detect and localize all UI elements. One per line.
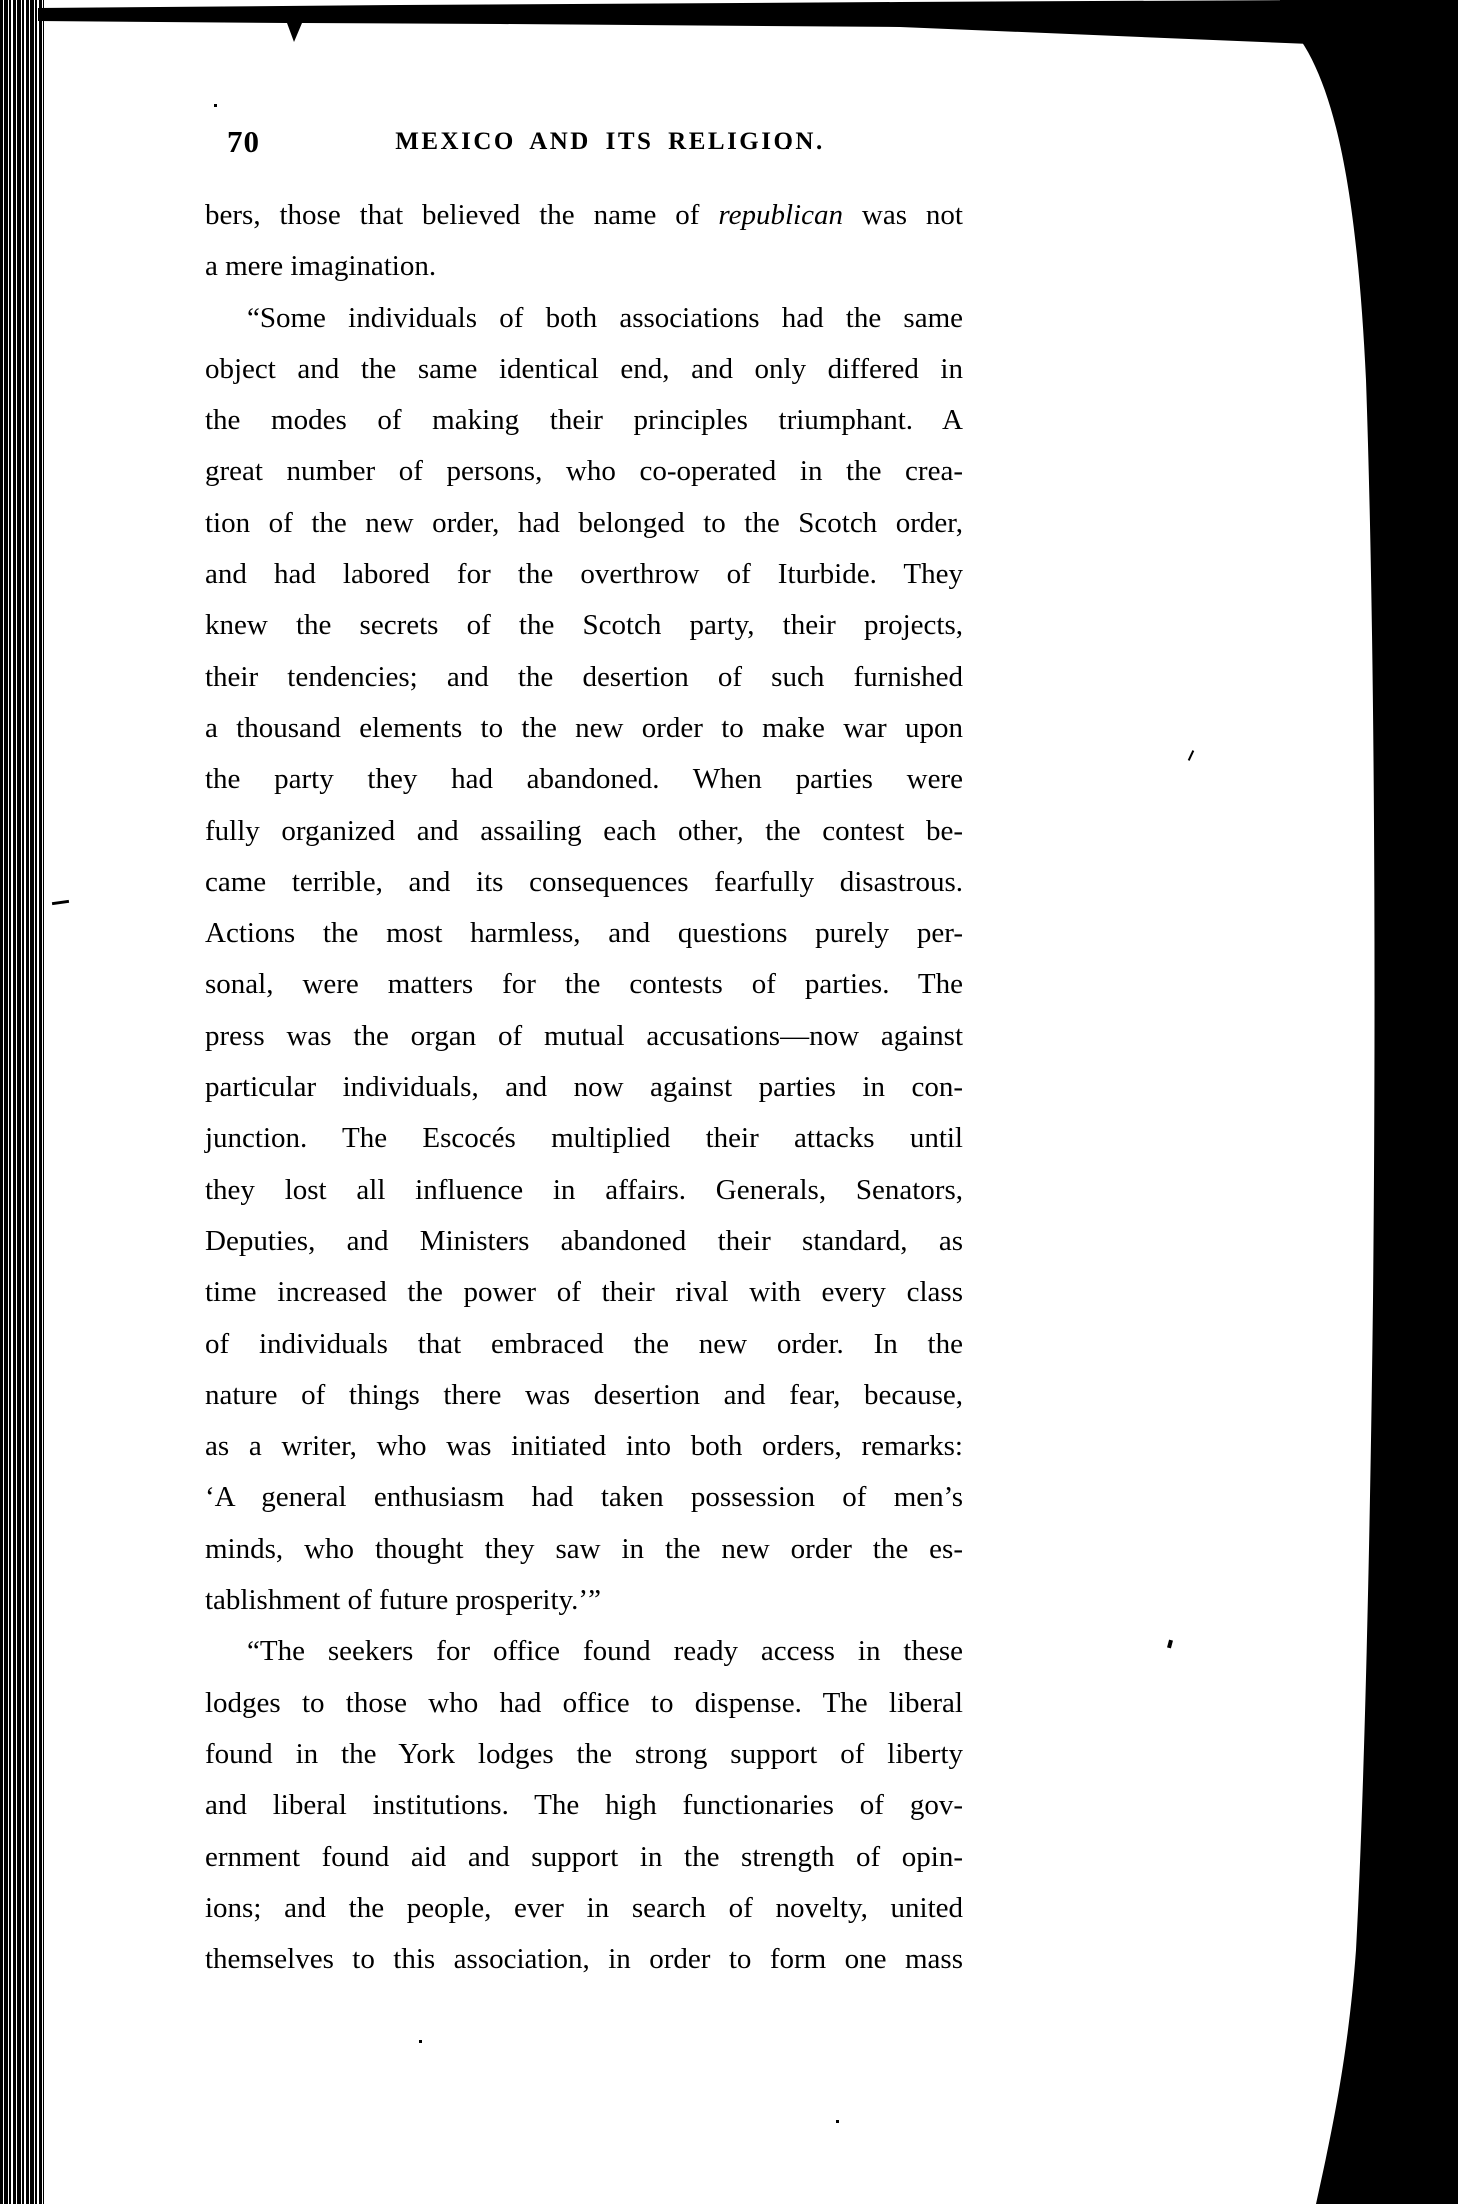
text-line — [205, 652, 963, 703]
speck-artifact — [1167, 1640, 1173, 1649]
text-segment: “The seekers for office found ready access in these — [247, 1635, 963, 1668]
text-line — [205, 190, 963, 241]
text-segment: as a writer, who was initiated into both orders, remarks: — [205, 1430, 963, 1463]
text-line — [205, 1780, 963, 1831]
text-segment: tion of the new order, had belonged to the Scotch order, — [205, 506, 963, 539]
text-line — [205, 395, 963, 446]
text-line — [205, 1575, 963, 1626]
text-line — [205, 806, 963, 857]
text-segment: was not — [842, 199, 963, 231]
text-line — [205, 703, 963, 754]
text-segment: bers, those that believed the name of — [205, 199, 719, 231]
text-segment: “Some individuals of both associations had the same — [247, 301, 963, 334]
text-segment: time increased the power of their rival with every class — [205, 1276, 963, 1309]
text-line — [205, 1267, 963, 1318]
text-segment: object and the same identical end, and only differed in — [205, 352, 963, 385]
text-line — [205, 1678, 963, 1729]
text-line — [205, 908, 963, 959]
text-segment: Actions the most harmless, and questions purely per- — [205, 917, 963, 950]
text-segment: ‘A general enthusiasm had taken possession of men’s — [205, 1481, 963, 1514]
text-line — [205, 1062, 963, 1113]
text-line — [205, 754, 963, 805]
text-segment: the modes of making their principles triumphant. A — [205, 404, 963, 437]
text-segment: sonal, were matters for the contests of parties. The — [205, 968, 963, 1001]
text-line — [205, 1370, 963, 1421]
text-segment: their tendencies; and the desertion of such furnished — [205, 660, 963, 693]
text-line — [205, 1113, 963, 1164]
body-text — [205, 190, 963, 1985]
text-line — [205, 600, 963, 651]
running-title: MEXICO AND ITS RELIGION. — [395, 128, 825, 155]
text-line — [205, 549, 963, 600]
text-segment: great number of persons, who co-operated in the crea- — [205, 455, 963, 488]
binding-shadow — [0, 0, 44, 2204]
page-number: 70 — [227, 124, 260, 159]
text-line — [205, 293, 963, 344]
text-segment: minds, who thought they saw in the new order the es- — [205, 1532, 963, 1565]
text-segment: ions; and the people, ever in search of novelty, united — [205, 1891, 963, 1924]
text-line — [205, 959, 963, 1010]
text-segment: press was the organ of mutual accusations—now against — [205, 1019, 963, 1052]
text-segment: of individuals that embraced the new order. In the — [205, 1327, 963, 1360]
text-segment: nature of things there was desertion and fear, because, — [205, 1378, 963, 1411]
text-line — [205, 1524, 963, 1575]
text-segment: particular individuals, and now against parties in con- — [205, 1071, 963, 1104]
text-line — [205, 1832, 963, 1883]
speck-artifact — [836, 2120, 839, 2123]
text-line — [205, 1472, 963, 1523]
text-segment: themselves to this association, in order to form one mass — [205, 1943, 963, 1976]
text-line — [205, 1011, 963, 1062]
text-line — [205, 446, 963, 497]
text-segment: ernment found aid and support in the strength of opin- — [205, 1840, 963, 1873]
text-line — [205, 1934, 963, 1985]
text-segment: and had labored for the overthrow of Iturbide. They — [205, 558, 963, 591]
text-segment: junction. The Escocés multiplied their attacks until — [205, 1122, 963, 1155]
text-line — [205, 1883, 963, 1934]
margin-dash-artifact — [52, 900, 69, 905]
text-line — [205, 241, 963, 292]
text-segment: they lost all influence in affairs. Generals, Senators, — [205, 1173, 963, 1206]
text-segment: found in the York lodges the strong support of liberty — [205, 1737, 963, 1770]
speck-artifact — [214, 104, 217, 107]
text-segment: a mere imagination. — [205, 250, 437, 283]
text-line — [205, 1626, 963, 1677]
speck-artifact — [1188, 750, 1194, 761]
text-line — [205, 857, 963, 908]
text-segment: came terrible, and its consequences fearfully disastrous. — [205, 865, 963, 898]
text-line — [205, 344, 963, 395]
italic-text-segment: republican — [718, 199, 843, 231]
text-segment: tablishment of future prosperity.’” — [205, 1584, 601, 1617]
text-segment: a thousand elements to the new order to make war upon — [205, 711, 963, 744]
text-segment: fully organized and assailing each other, the contest be- — [205, 814, 963, 847]
text-line — [205, 498, 963, 549]
text-line — [205, 1216, 963, 1267]
text-segment: the party they had abandoned. When parties were — [205, 763, 963, 796]
page-header — [205, 124, 965, 166]
text-line — [205, 1165, 963, 1216]
text-segment: lodges to those who had office to dispense. The liberal — [205, 1686, 963, 1719]
text-line — [205, 1421, 963, 1472]
speck-artifact — [419, 2040, 422, 2043]
text-line — [205, 1319, 963, 1370]
text-segment: Deputies, and Ministers abandoned their standard, as — [205, 1224, 963, 1257]
text-line — [205, 1729, 963, 1780]
text-segment: and liberal institutions. The high functionaries of gov- — [205, 1789, 963, 1822]
text-segment: knew the secrets of the Scotch party, their projects, — [205, 609, 963, 642]
